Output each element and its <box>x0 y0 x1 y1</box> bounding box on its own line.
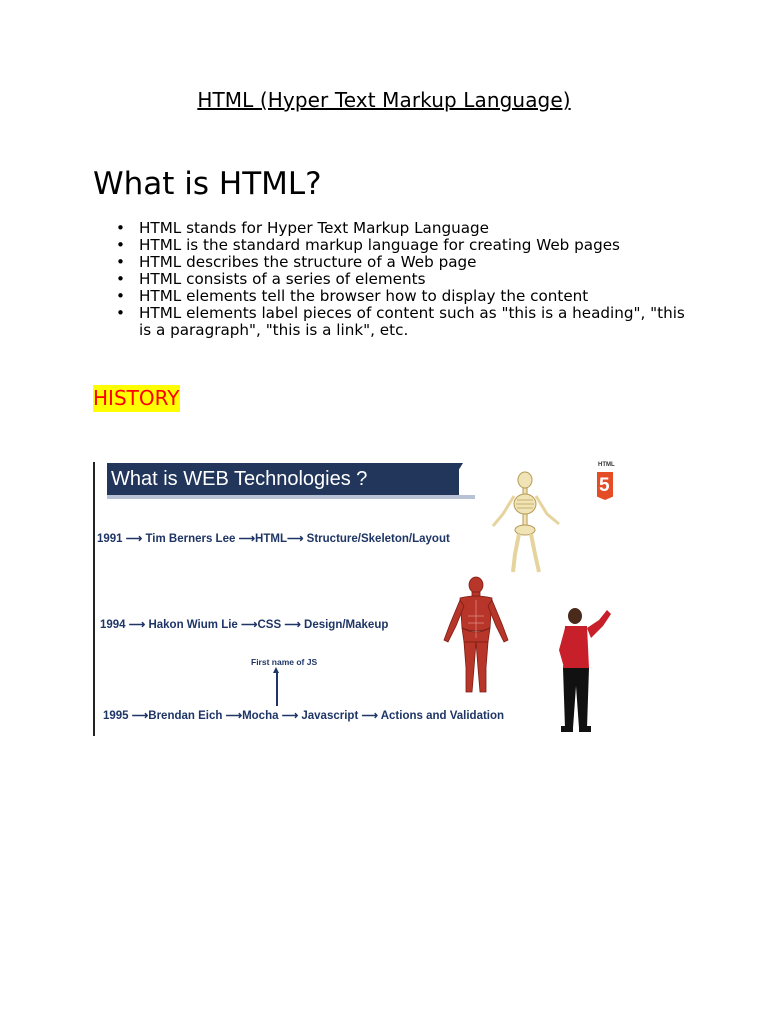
up-arrow-icon <box>276 672 278 706</box>
bullet-item: • HTML describes the structure of a Web page <box>116 254 696 271</box>
bullet-item: • HTML consists of a series of elements <box>116 271 696 288</box>
image-left-border <box>93 462 95 736</box>
bullet-item: • HTML elements label pieces of content such as "this is a heading", "this is a paragraph", "this is a link", etc. <box>116 305 696 339</box>
skeleton-figure-icon <box>485 470 565 576</box>
html5-logo-glyph: 5 <box>599 475 610 496</box>
document-title: HTML (Hyper Text Markup Language) <box>197 88 571 112</box>
bullet-item: • HTML stands for Hyper Text Markup Language <box>116 220 696 237</box>
html5-logo-text: HTML <box>598 462 615 468</box>
history-label: HISTORY <box>93 386 180 410</box>
section-heading: What is HTML? <box>93 166 322 202</box>
bullet-item: • HTML is the standard markup language for creating Web pages <box>116 237 696 254</box>
timeline-row-1991: 1991 ⟶ Tim Berners Lee ⟶HTML⟶ Structure/Skeleton/Layout <box>97 533 450 545</box>
bullet-item: • HTML elements tell the browser how to display the content <box>116 288 696 305</box>
web-technologies-image <box>93 460 613 736</box>
slide-title: What is WEB Technologies ? <box>107 463 459 495</box>
slide-banner-tip <box>453 463 463 495</box>
muscle-anatomy-figure-icon <box>438 576 514 696</box>
html5-logo-icon <box>597 462 613 502</box>
bullet-list <box>116 220 696 339</box>
timeline-row-1994: 1994 ⟶ Hakon Wium Lie ⟶CSS ⟶ Design/Makeup <box>100 619 389 631</box>
slide-banner-shadow <box>107 495 475 499</box>
person-figure-icon <box>555 606 613 736</box>
timeline-row-1995: 1995 ⟶Brendan Eich ⟶Mocha ⟶ Javascript ⟶ Actions and Validation <box>103 710 505 722</box>
first-name-note: First name of JS <box>251 657 318 667</box>
